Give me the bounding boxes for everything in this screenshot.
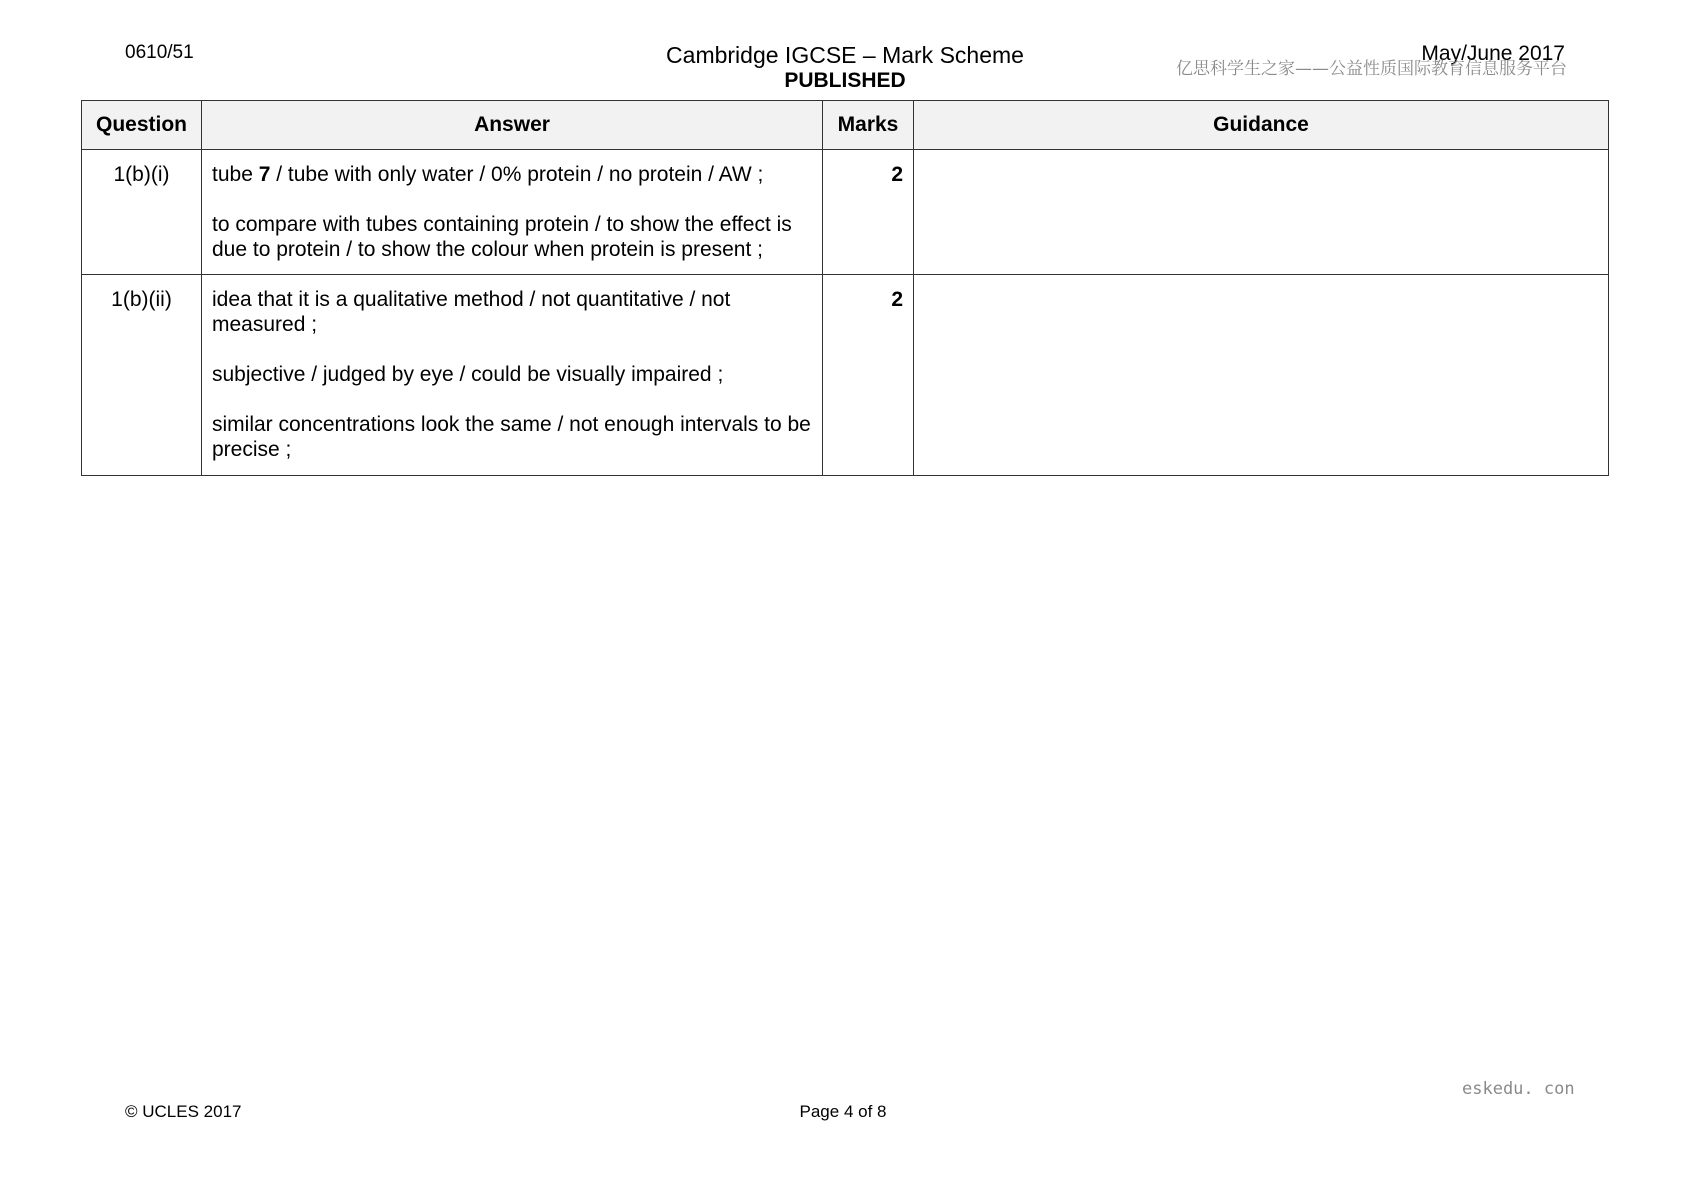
document-header: [560, 42, 1130, 94]
answer-point: subjective / judged by eye / could be visually impaired ;: [212, 363, 724, 386]
answer-cell: [202, 150, 823, 275]
column-header-question: Question: [82, 101, 202, 150]
question-number: 1(b)(i): [82, 150, 202, 275]
document-status: PUBLISHED: [784, 69, 906, 92]
paper-code: 0610/51: [125, 42, 194, 63]
column-header-marks: Marks: [823, 101, 914, 150]
marks-value: 2: [823, 150, 914, 275]
page-number: Page 4 of 8: [799, 1102, 887, 1121]
watermark-text: 亿思科学生之家——公益性质国际教育信息服务平台: [1176, 59, 1567, 79]
answer-point: similar concentrations look the same / not enough intervals to be precise ;: [212, 413, 811, 461]
table-row: [82, 150, 1609, 275]
site-watermark: eskedu. con: [1462, 1079, 1575, 1099]
answer-text: tube: [212, 163, 259, 186]
table-header-row: [82, 101, 1609, 150]
column-header-guidance: Guidance: [914, 101, 1609, 150]
column-header-answer: Answer: [202, 101, 823, 150]
guidance-cell: [914, 150, 1609, 275]
table-row: [82, 275, 1609, 476]
answer-point: [212, 162, 812, 187]
marks-value: 2: [823, 275, 914, 476]
mark-scheme-table: [81, 100, 1609, 476]
answer-point: to compare with tubes containing protein / to show the effect is due to protein / to show the colour when protein is present ;: [212, 213, 792, 261]
exam-session: May/June 2017: [1421, 42, 1565, 65]
copyright-notice: © UCLES 2017: [125, 1102, 242, 1121]
answer-text: / tube with only water / 0% protein / no protein / AW ;: [270, 163, 764, 186]
answer-bold-text: 7: [258, 163, 271, 186]
question-number: 1(b)(ii): [82, 275, 202, 476]
answer-cell: [202, 275, 823, 476]
answer-point: idea that it is a qualitative method / not quantitative / not measured ;: [212, 288, 731, 336]
guidance-cell: [914, 275, 1609, 476]
document-title: Cambridge IGCSE – Mark Scheme: [666, 42, 1024, 68]
